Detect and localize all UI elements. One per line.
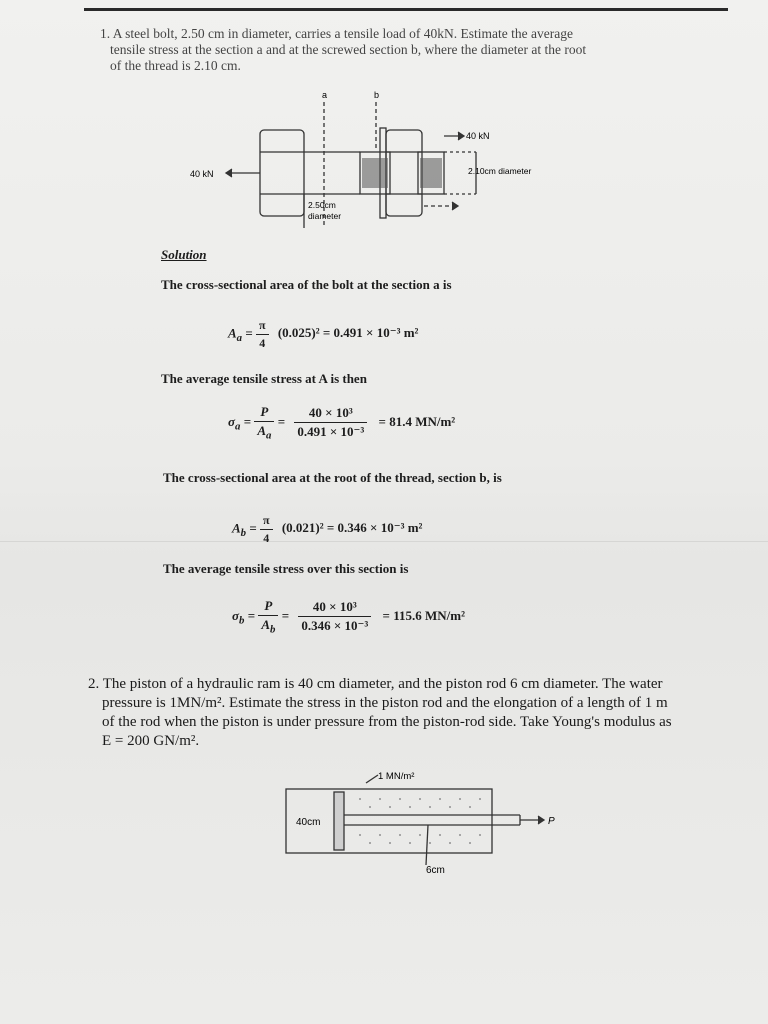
rod-diameter-label: 6cm [426, 865, 445, 876]
eq1-rhs: (0.025)² = 0.491 × 10⁻³ m² [277, 325, 419, 341]
label-a: a [322, 90, 328, 100]
eq1-lhs: A [228, 325, 237, 341]
problem-1-line-1: 1. A steel bolt, 2.50 cm in diameter, carries a tensile load of 40kN. Estimate the average [100, 26, 573, 41]
eq2-fraction-p: $\frac{P}{A_a}$ [254, 404, 274, 442]
problem-2-line-2: pressure is 1MN/m². Estimate the stress in the piston rod and the elongation of a length of 1 m [102, 695, 668, 711]
force-label: P [548, 816, 555, 827]
eq2-result: = 81.4 MN/m² [378, 413, 456, 429]
problem-1-text [100, 26, 720, 74]
dia-right-label: 2.10cm diameter [468, 166, 532, 176]
solution-line-2: The average tensile stress at A is then [161, 371, 367, 386]
solution-line-1: The cross-sectional area of the bolt at the section a is [161, 277, 452, 292]
bolt-figure [180, 88, 580, 238]
load-right: 40 kN [466, 131, 490, 141]
label-b: b [374, 90, 380, 100]
problem-1-line-3: of the thread is 2.10 cm. [110, 58, 241, 73]
equation-1: $A_a$ = $\frac{\pi}{4}$ (0.025)² = 0.491 × 10⁻³ m² [228, 318, 419, 350]
solution-heading: Solution [161, 247, 207, 262]
eq3-rhs: (0.021)² = 0.346 × 10⁻³ m² [281, 520, 423, 536]
solution-line-4: The average tensile stress over this section is [163, 561, 409, 576]
load-left: 40 kN [190, 169, 214, 179]
top-rule [84, 8, 728, 11]
equation-3: $A_b$ = $\frac{\pi}{4}$ (0.021)² = 0.346 × 10⁻³ m² [232, 513, 423, 545]
problem-2-line-4: E = 200 GN/m². [102, 733, 200, 749]
problem-2-line-1: 2. The piston of a hydraulic ram is 40 cm diameter, and the piston rod 6 cm diameter. The water [88, 676, 663, 692]
problem-2-text [88, 675, 738, 751]
eq2-fraction-values: $\frac{\text{40 × 10³}}{\text{0.491 × 10⁻³}}$ [294, 405, 367, 440]
eq1-lhs-sub: a [236, 332, 243, 345]
solution-line-3: The cross-sectional area at the root of the thread, section b, is [163, 470, 502, 485]
dia-bolt-label-1: 2.50cm [308, 200, 336, 210]
problem-1-line-2: tensile stress at the section a and at the screwed section b, where the diameter at the root [110, 42, 587, 57]
equation-4: $\sigma_b$ = $\frac{P}{A_b}$ = $\frac{\text{40 × 10³}}{\text{0.346 × 10⁻³}}$ = 115.6 MN/m² [232, 598, 465, 636]
problem-2-line-3: of the rod when the piston is under pressure from the piston-rod side. Take Young's modulus as [102, 714, 672, 730]
hydraulic-ram-figure [280, 765, 580, 880]
eq4-result: = 115.6 MN/m² [382, 607, 465, 623]
piston-diameter-label: 40cm [296, 817, 321, 828]
pressure-label: 1 MN/m² [378, 771, 415, 782]
dia-bolt-label-2: diameter [308, 211, 342, 221]
equation-2: $\sigma_a$ = $\frac{P}{A_a}$ = $\frac{\text{40 × 10³}}{\text{0.491 × 10⁻³}}$ = 81.4 MN/m² [228, 404, 456, 442]
eq1-fraction: $\frac{\pi}{4}$ [256, 318, 269, 351]
